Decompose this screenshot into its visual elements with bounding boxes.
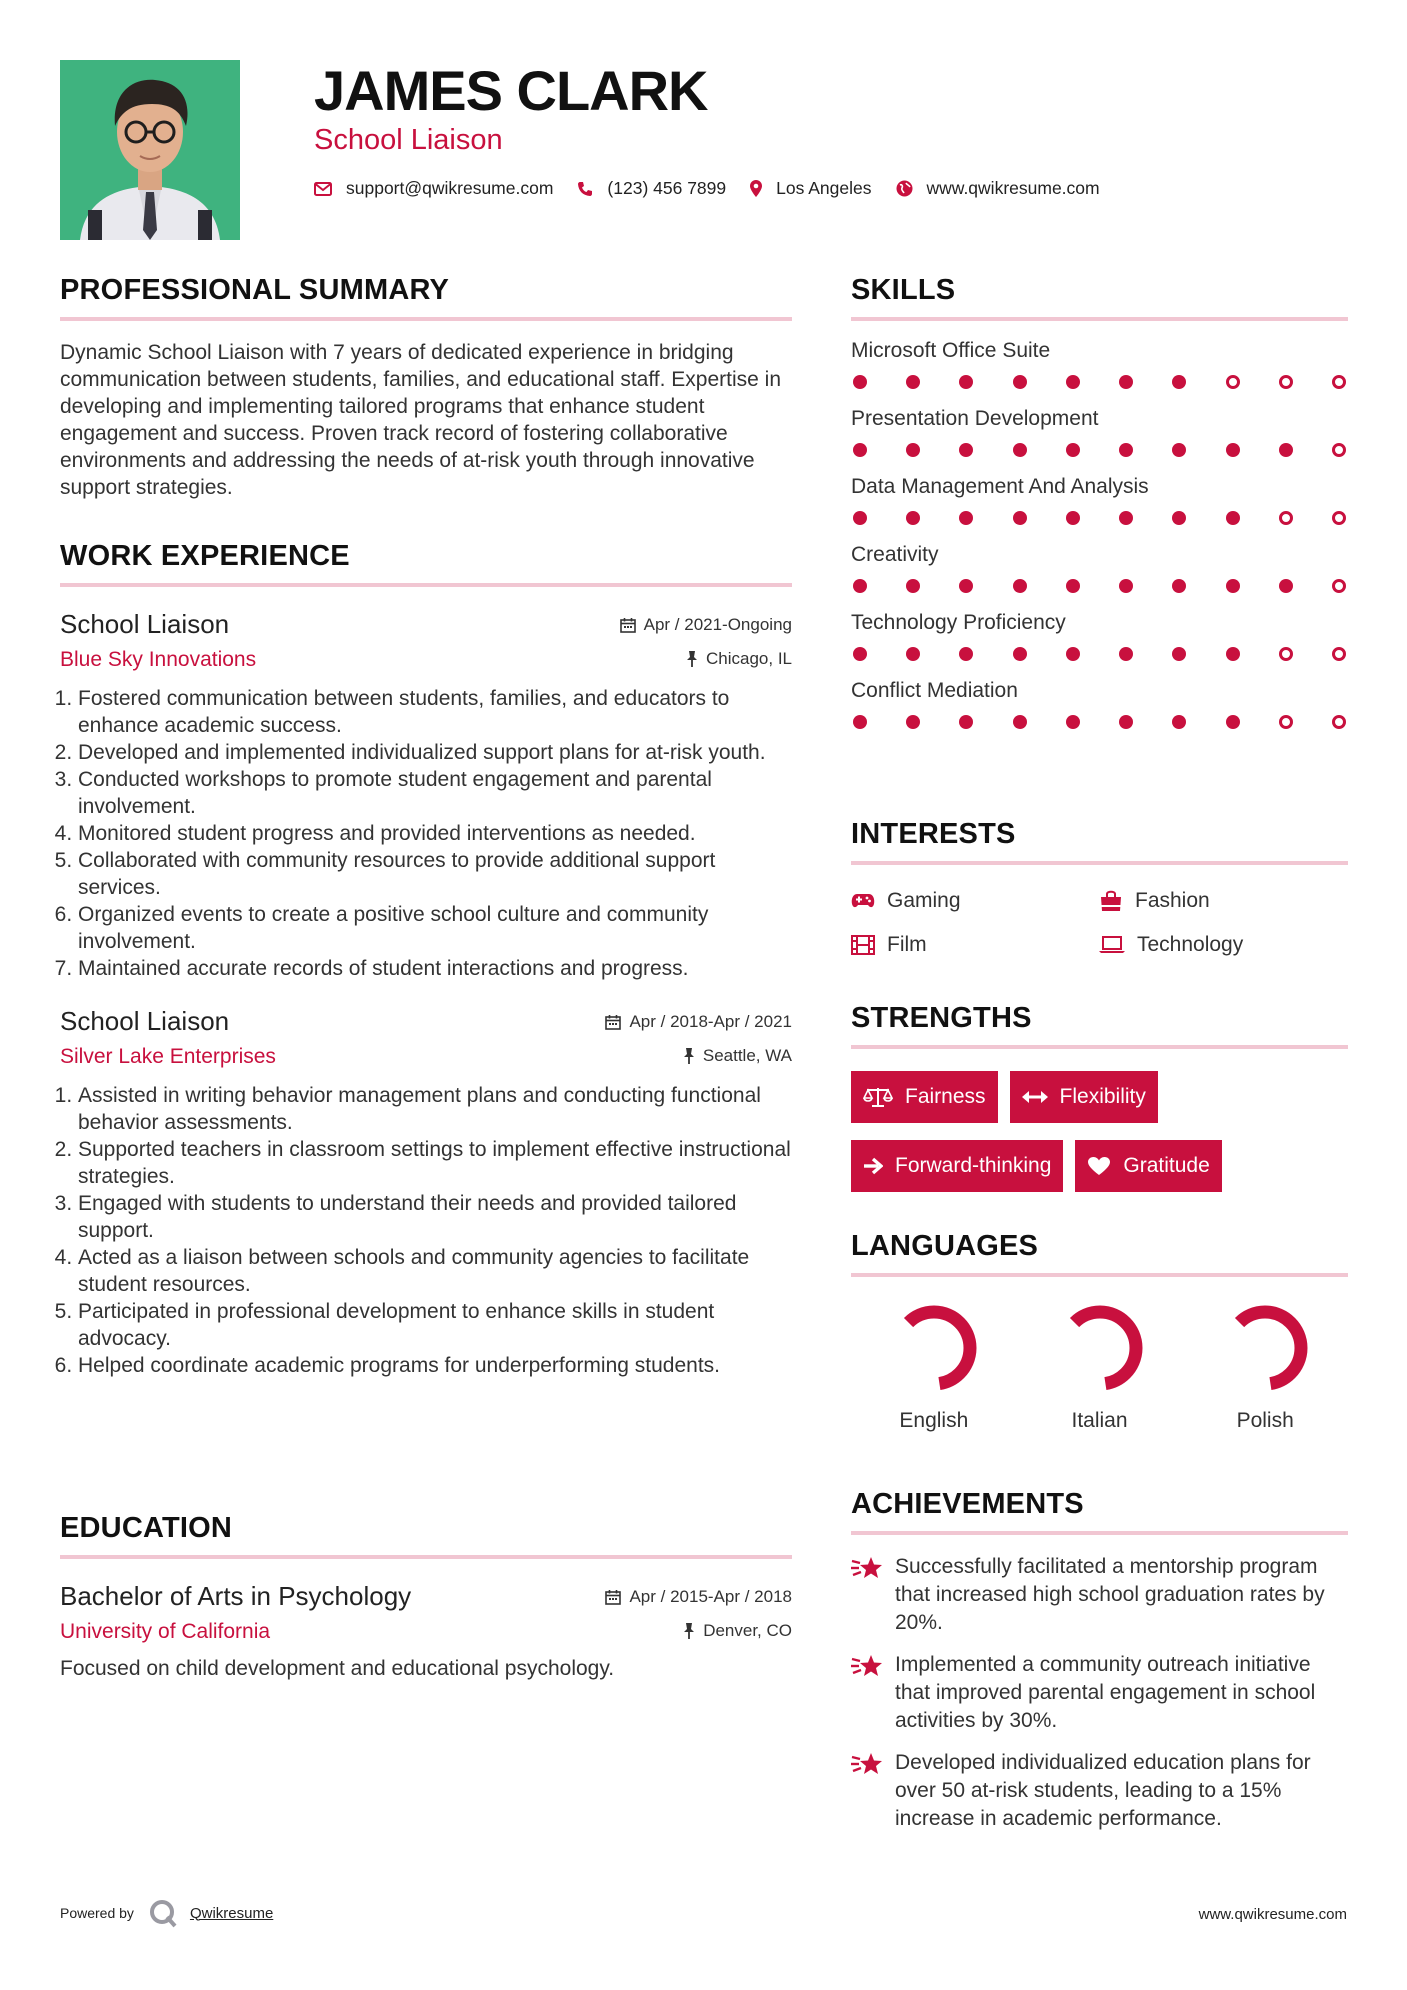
languages-section [851, 1230, 1348, 1433]
job-location [683, 1046, 792, 1066]
skill-item [851, 543, 1348, 593]
education-heading: EDUCATION [60, 1512, 792, 1559]
rating-dot-filled [853, 375, 867, 389]
rating-dot-filled [853, 715, 867, 729]
shooting-star-icon [851, 1555, 883, 1581]
language-level-ring [1220, 1303, 1310, 1393]
skills-list [851, 339, 1348, 729]
interest-item [851, 933, 1099, 957]
rating-dot-empty [1332, 511, 1346, 525]
skill-item [851, 679, 1348, 729]
bullet-item: 6. Helped coordinate academic programs for underperforming students. [78, 1352, 792, 1379]
rating-dot-filled [1226, 579, 1240, 593]
languages-list [851, 1303, 1348, 1433]
arrows-horizontal-icon [1022, 1090, 1048, 1104]
strength-label: Forward-thinking [895, 1154, 1052, 1177]
rating-dot-filled [1279, 579, 1293, 593]
achievement-text: Implemented a community outreach initiative that improved parental engagement in school activities by 30%. [895, 1653, 1316, 1732]
interests-heading: INTERESTS [851, 818, 1348, 865]
brand-link[interactable]: Qwikresume [189, 1904, 274, 1922]
bullet-item: 5. Participated in professional development to enhance skills in student advocacy. [78, 1298, 792, 1352]
rating-dot-filled [1119, 579, 1133, 593]
skill-name: Microsoft Office Suite [851, 339, 1051, 362]
strengths-section [851, 1002, 1348, 1192]
bullet-item: 4. Acted as a liaison between schools and community agencies to facilitate student resources. [78, 1244, 792, 1298]
skill-name: Creativity [851, 543, 939, 566]
job-date-text: Apr / 2021-Ongoing [643, 615, 792, 634]
rating-dot-filled [959, 579, 973, 593]
skill-rating [851, 579, 1348, 593]
bullet-item: 4. Monitored student progress and provided interventions as needed. [78, 820, 792, 847]
rating-dot-filled [1119, 715, 1133, 729]
rating-dot-filled [906, 647, 920, 661]
rating-dot-empty [1332, 443, 1346, 457]
arrow-right-icon [863, 1157, 883, 1175]
qwikresume-logo-icon [148, 1898, 178, 1928]
skill-rating [851, 647, 1348, 661]
rating-dot-empty [1279, 647, 1293, 661]
gamepad-icon [851, 893, 875, 909]
education-date [605, 1587, 792, 1607]
achievement-text: Developed individualized education plans for over 50 at-risk students, leading to a 15% increase in academic performance. [895, 1751, 1311, 1830]
rating-dot-filled [1013, 443, 1027, 457]
rating-dot-filled [1226, 511, 1240, 525]
interest-item [1099, 933, 1347, 957]
education-description: Focused on child development and educational psychology. [60, 1657, 615, 1680]
rating-dot-filled [959, 715, 973, 729]
education-section [60, 1512, 792, 1681]
interest-label: Gaming [887, 889, 961, 912]
strength-badge [851, 1140, 1063, 1192]
footer-powered-by [60, 1898, 273, 1928]
achievements-list [851, 1553, 1348, 1833]
experience-section [60, 540, 792, 1379]
rating-dot-filled [1013, 579, 1027, 593]
rating-dot-filled [1119, 443, 1133, 457]
rating-dot-filled [1172, 511, 1186, 525]
job-company: Silver Lake Enterprises [60, 1045, 276, 1068]
shooting-star-icon [851, 1751, 883, 1777]
rating-dot-filled [1066, 647, 1080, 661]
skill-item [851, 611, 1348, 661]
experience-heading: WORK EXPERIENCE [60, 540, 792, 587]
rating-dot-filled [1013, 647, 1027, 661]
rating-dot-empty [1279, 511, 1293, 525]
shopping-bag-icon [1099, 890, 1123, 912]
footer-website[interactable]: www.qwikresume.com [1198, 1906, 1347, 1923]
summary-heading: PROFESSIONAL SUMMARY [60, 274, 792, 321]
rating-dot-filled [1013, 715, 1027, 729]
skill-name: Technology Proficiency [851, 611, 1066, 634]
interest-item [1099, 889, 1347, 913]
rating-dot-filled [1172, 579, 1186, 593]
achievements-heading: ACHIEVEMENTS [851, 1488, 1348, 1535]
rating-dot-filled [1119, 375, 1133, 389]
language-name: Italian [1071, 1409, 1128, 1432]
skill-name: Conflict Mediation [851, 679, 1018, 702]
globe-icon [896, 180, 913, 197]
rating-dot-filled [1013, 375, 1027, 389]
interest-item [851, 889, 1099, 913]
achievement-item [851, 1749, 1348, 1833]
achievements-section [851, 1488, 1348, 1847]
interest-label: Fashion [1135, 889, 1210, 912]
summary-section [60, 274, 792, 501]
rating-dot-filled [906, 511, 920, 525]
rating-dot-filled [1172, 647, 1186, 661]
rating-dot-filled [1172, 715, 1186, 729]
rating-dot-filled [853, 443, 867, 457]
achievement-item [851, 1553, 1348, 1637]
contact-bar [314, 178, 1100, 199]
contact-location [750, 178, 871, 199]
job-date [620, 615, 792, 635]
powered-by-text: Powered by [60, 1905, 134, 1921]
job-date [605, 1012, 792, 1032]
bullet-item: 2. Supported teachers in classroom settings to implement effective instructional strategies. [78, 1136, 792, 1190]
skill-rating [851, 715, 1348, 729]
interests-section [851, 818, 1348, 957]
rating-dot-filled [1172, 443, 1186, 457]
bullet-item: 7. Maintained accurate records of student interactions and progress. [78, 955, 792, 982]
rating-dot-filled [1279, 443, 1293, 457]
rating-dot-filled [1066, 579, 1080, 593]
skill-rating [851, 443, 1348, 457]
rating-dot-filled [1066, 715, 1080, 729]
achievement-item [851, 1651, 1348, 1735]
rating-dot-filled [906, 579, 920, 593]
calendar-icon [605, 1589, 621, 1605]
rating-dot-filled [1013, 511, 1027, 525]
rating-dot-filled [906, 375, 920, 389]
job-entry [60, 609, 792, 982]
job-title: School Liaison [60, 609, 230, 639]
language-item [1017, 1303, 1183, 1433]
rating-dot-empty [1332, 647, 1346, 661]
interests-list [851, 889, 1348, 957]
rating-dot-filled [1119, 647, 1133, 661]
shooting-star-icon [851, 1653, 883, 1679]
phone-text: (123) 456 7899 [607, 178, 727, 198]
balance-scale-icon [863, 1086, 893, 1108]
rating-dot-filled [1226, 715, 1240, 729]
rating-dot-filled [959, 511, 973, 525]
phone-icon [577, 181, 593, 197]
job-bullets [60, 685, 792, 982]
profile-photo [60, 60, 240, 240]
rating-dot-filled [906, 715, 920, 729]
rating-dot-empty [1332, 579, 1346, 593]
language-level-ring [1055, 1303, 1145, 1393]
job-entry [60, 1006, 792, 1379]
language-name: English [899, 1409, 969, 1432]
bullet-item: 5. Collaborated with community resources to provide additional support services. [78, 847, 792, 901]
pushpin-icon [683, 1623, 695, 1639]
skill-name: Presentation Development [851, 407, 1099, 430]
summary-text: Dynamic School Liaison with 7 years of dedicated experience in bridging communication between students, families, and educational staff. Expertise in developing and implementing tailored programs that enhance student engagement and success. Proven track record of fostering collaborative environments and addressing the needs of at-risk youth through innovative support strategies. [60, 341, 782, 499]
contact-email[interactable] [314, 178, 553, 199]
calendar-icon [620, 617, 636, 633]
envelope-icon [314, 182, 332, 196]
skill-name: Data Management And Analysis [851, 475, 1149, 498]
bullet-item: 2. Developed and implemented individualized support plans for at-risk youth. [78, 739, 792, 766]
strength-label: Fairness [905, 1085, 986, 1108]
skill-item [851, 339, 1348, 389]
language-name: Polish [1236, 1409, 1294, 1432]
contact-phone[interactable] [577, 178, 726, 199]
strengths-list [851, 1071, 1348, 1192]
education-location [683, 1621, 792, 1641]
job-location [686, 649, 792, 669]
rating-dot-filled [853, 511, 867, 525]
film-icon [851, 935, 875, 955]
skill-rating [851, 375, 1348, 389]
contact-website[interactable] [896, 178, 1100, 199]
bullet-item: 1. Fostered communication between students, families, and educators to enhance academic success. [78, 685, 792, 739]
job-title: School Liaison [60, 1006, 230, 1036]
pushpin-icon [683, 1048, 695, 1064]
website-text: www.qwikresume.com [926, 178, 1100, 198]
bullet-item: 3. Conducted workshops to promote student engagement and parental involvement. [78, 766, 792, 820]
education-entry [60, 1581, 792, 1681]
skills-heading: SKILLS [851, 274, 1348, 321]
email-text: support@qwikresume.com [346, 178, 554, 198]
bullet-item: 6. Organized events to create a positive school culture and community involvement. [78, 901, 792, 955]
job-bullets [60, 1082, 792, 1379]
calendar-icon [605, 1014, 621, 1030]
laptop-icon [1099, 936, 1125, 954]
candidate-title: School Liaison [314, 124, 503, 156]
rating-dot-filled [1066, 511, 1080, 525]
language-level-ring [889, 1303, 979, 1393]
rating-dot-filled [959, 443, 973, 457]
language-item [851, 1303, 1017, 1433]
rating-dot-filled [853, 647, 867, 661]
rating-dot-filled [959, 647, 973, 661]
bullet-item: 1. Assisted in writing behavior management plans and conducting functional behavior assessments. [78, 1082, 792, 1136]
rating-dot-empty [1332, 715, 1346, 729]
school-name: University of California [60, 1620, 271, 1643]
skill-item [851, 407, 1348, 457]
rating-dot-filled [1226, 443, 1240, 457]
heart-icon [1087, 1156, 1111, 1176]
rating-dot-filled [1119, 511, 1133, 525]
interest-label: Technology [1137, 933, 1244, 956]
languages-heading: LANGUAGES [851, 1230, 1348, 1277]
job-location-text: Chicago, IL [706, 649, 792, 668]
job-date-text: Apr / 2018-Apr / 2021 [629, 1012, 792, 1031]
strength-label: Gratitude [1123, 1154, 1210, 1177]
education-date-text: Apr / 2015-Apr / 2018 [629, 1587, 792, 1606]
rating-dot-filled [1066, 375, 1080, 389]
map-pin-icon [750, 180, 762, 197]
skill-rating [851, 511, 1348, 525]
job-company: Blue Sky Innovations [60, 648, 257, 671]
achievement-text: Successfully facilitated a mentorship program that increased high school graduation rates by 20%. [895, 1555, 1325, 1634]
rating-dot-empty [1226, 375, 1240, 389]
job-location-text: Seattle, WA [702, 1046, 792, 1065]
strengths-heading: STRENGTHS [851, 1002, 1348, 1049]
rating-dot-filled [959, 375, 973, 389]
strength-badge [1075, 1140, 1221, 1192]
strength-badge [851, 1071, 998, 1123]
strength-label: Flexibility [1059, 1085, 1146, 1108]
location-text: Los Angeles [776, 178, 872, 198]
pushpin-icon [686, 651, 698, 667]
bullet-item: 3. Engaged with students to understand their needs and provided tailored support. [78, 1190, 792, 1244]
rating-dot-filled [1066, 443, 1080, 457]
degree-title: Bachelor of Arts in Psychology [60, 1581, 412, 1611]
rating-dot-filled [1226, 647, 1240, 661]
skill-item [851, 475, 1348, 525]
rating-dot-filled [906, 443, 920, 457]
person-portrait-icon [60, 60, 240, 240]
rating-dot-filled [1172, 375, 1186, 389]
language-item [1182, 1303, 1348, 1433]
rating-dot-empty [1279, 375, 1293, 389]
education-location-text: Denver, CO [703, 1621, 792, 1640]
rating-dot-empty [1279, 715, 1293, 729]
rating-dot-filled [853, 579, 867, 593]
rating-dot-empty [1332, 375, 1346, 389]
strength-badge [1010, 1071, 1158, 1123]
skills-section [851, 274, 1348, 729]
candidate-name: JAMES CLARK [314, 59, 708, 122]
interest-label: Film [887, 933, 927, 956]
